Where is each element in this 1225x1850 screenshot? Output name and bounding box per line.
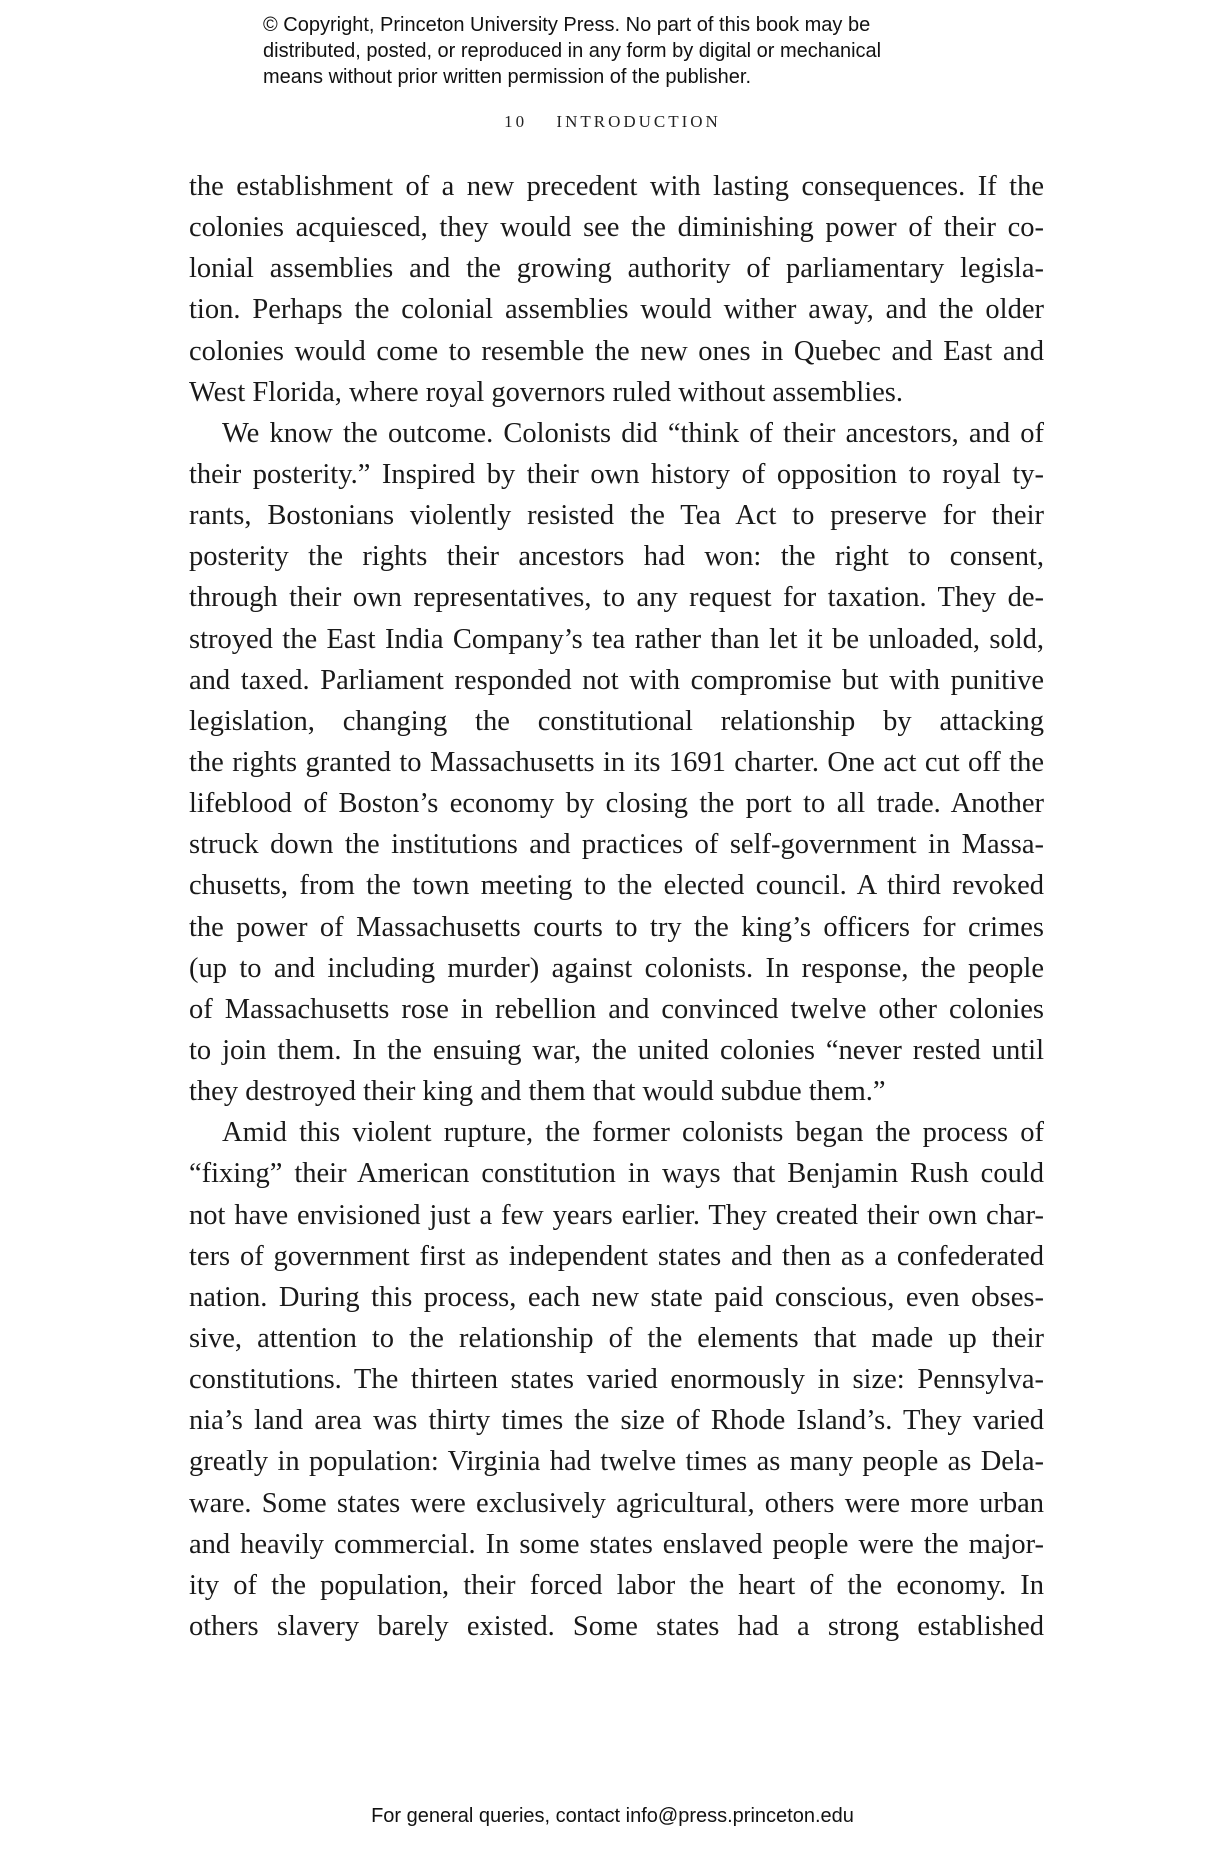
text-line: posterity the rights their ancestors had won: the right to consent, [189,541,1044,573]
text-line: lifeblood of Boston’s economy by closing the port to all trade. Another [189,788,1044,820]
running-head [0,112,1225,132]
body-text [189,166,1044,1647]
text-line: nia’s land area was thirty times the size of Rhode Island’s. They varied [189,1405,1044,1437]
text-line: “fixing” their American constitution in ways that Benjamin Rush could [189,1158,1044,1190]
text-line: Amid this violent rupture, the former colonists began the process of [222,1117,1044,1149]
page-number: 10 [504,112,528,131]
text-line: ters of government first as independent states and then as a confederated [189,1240,1044,1272]
text-line: greatly in population: Virginia had twelve times as many people as Dela- [189,1446,1044,1478]
text-line: of Massachusetts rose in rebellion and convinced twelve other colonies [189,993,1044,1025]
text-line: ware. Some states were exclusively agricultural, others were more urban [189,1487,1044,1519]
text-line: colonies acquiesced, they would see the diminishing power of their co- [189,212,1044,244]
text-line: rants, Bostonians violently resisted the Tea Act to preserve for their [189,500,1044,532]
text-line: lonial assemblies and the growing authority of parliamentary legisla- [189,253,1044,285]
copyright-line: distributed, posted, or reproduced in any form by digital or mechanical [263,40,882,62]
text-line: colonies would come to resemble the new ones in Quebec and East and [189,335,1044,367]
text-line: struck down the institutions and practices of self-government in Massa- [189,829,1044,861]
text-line: stroyed the East India Company’s tea rather than let it be unloaded, sold, [189,623,1044,655]
text-line: not have envisioned just a few years earlier. They created their own char- [189,1199,1044,1231]
text-line: We know the outcome. Colonists did “think of their ancestors, and of [222,417,1044,449]
copyright-line: © Copyright, Princeton University Press. No part of this book may be [263,14,871,36]
text-line: nation. During this process, each new state paid conscious, even obses- [189,1281,1044,1313]
text-line: they destroyed their king and them that would subdue them.” [189,1076,886,1108]
text-line: and taxed. Parliament responded not with compromise but with punitive [189,664,1044,696]
text-line: the power of Massachusetts courts to try the king’s officers for crimes [189,911,1044,943]
text-line: the rights granted to Massachusetts in its 1691 charter. One act cut off the [189,746,1044,778]
text-line: the establishment of a new precedent with lasting consequences. If the [189,171,1044,202]
text-line: and heavily commercial. In some states enslaved people were the major- [189,1528,1044,1560]
text-line: constitutions. The thirteen states varied enormously in size: Pennsylva- [189,1364,1044,1396]
text-line: their posterity.” Inspired by their own history of opposition to royal ty- [189,458,1044,490]
text-line: to join them. In the ensuing war, the united colonies “never rested until [189,1034,1044,1066]
text-line: through their own representatives, to any request for taxation. They de- [189,582,1044,614]
text-line: tion. Perhaps the colonial assemblies would wither away, and the older [189,294,1044,326]
text-line: ity of the population, their forced labor the heart of the economy. In [189,1569,1044,1601]
section-title: INTRODUCTION [556,112,721,131]
text-line: legislation, changing the constitutional relationship by attacking [189,705,1044,737]
text-line: others slavery barely existed. Some states had a strong established [189,1610,1044,1642]
copyright-line: means without prior written permission of the publisher. [263,66,752,88]
text-line: sive, attention to the relationship of the elements that made up their [189,1322,1044,1354]
text-line: West Florida, where royal governors ruled without assemblies. [189,376,904,408]
footer-contact: For general queries, contact info@press.princeton.edu [371,1805,854,1827]
text-line: (up to and including murder) against colonists. In response, the people [189,952,1044,984]
copyright-notice [263,12,983,90]
text-line: chusetts, from the town meeting to the elected council. A third revoked [189,870,1044,902]
